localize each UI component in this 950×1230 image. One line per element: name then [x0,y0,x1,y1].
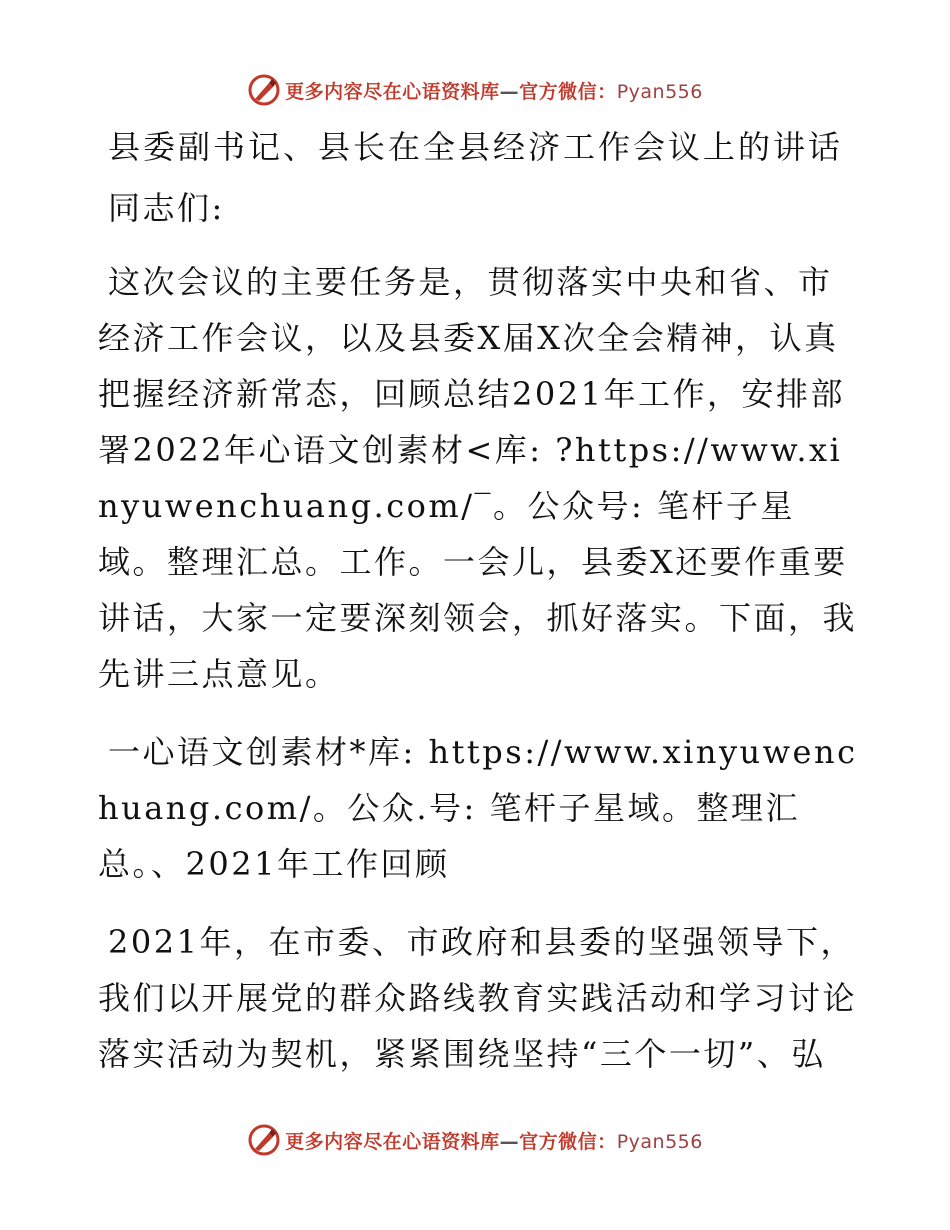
document-title: 县委副书记、县长在全县经济工作会议上的讲话 [108,128,844,166]
pen-logo-icon [247,73,281,107]
pen-logo-icon [247,1123,281,1157]
greeting: 同志们: [108,189,225,227]
paragraph: 这次会议的主要任务是，贯彻落实中央和省、市经济工作会议，以及县委X届X次全会精神，认真把握经济新常态，回顾总结2021年工作，安排部署2022年心语文创素材<库: ?https://www.xinyuwenchuang.com/‾。公众号: 笔杆子星域。整理汇总。工作。一会儿，县委X还要作重要讲话，大家一定要深刻领会，抓好落实。下面，我先讲三点意见。 [98,263,858,693]
paragraph: 2021年，在市委、市政府和县委的坚强领导下，我们以开展党的群众路线教育实践活动和学习讨论落实活动为契机，紧紧围绕坚持“三个一切”、弘 [98,923,858,1073]
document-body [98,118,858,1082]
footer-banner [0,1120,950,1160]
paragraph: 一心语文创素材*库: https://www.xinyuwenchuang.com/。公众.号: 笔杆子星域。整理汇总。、2021年工作回顾 [98,733,858,883]
header-banner-text: 更多内容尽在心语资料库—官方微信：Pyan556 [285,80,703,103]
header-banner [0,70,950,110]
footer-banner-text: 更多内容尽在心语资料库—官方微信：Pyan556 [285,1130,703,1153]
